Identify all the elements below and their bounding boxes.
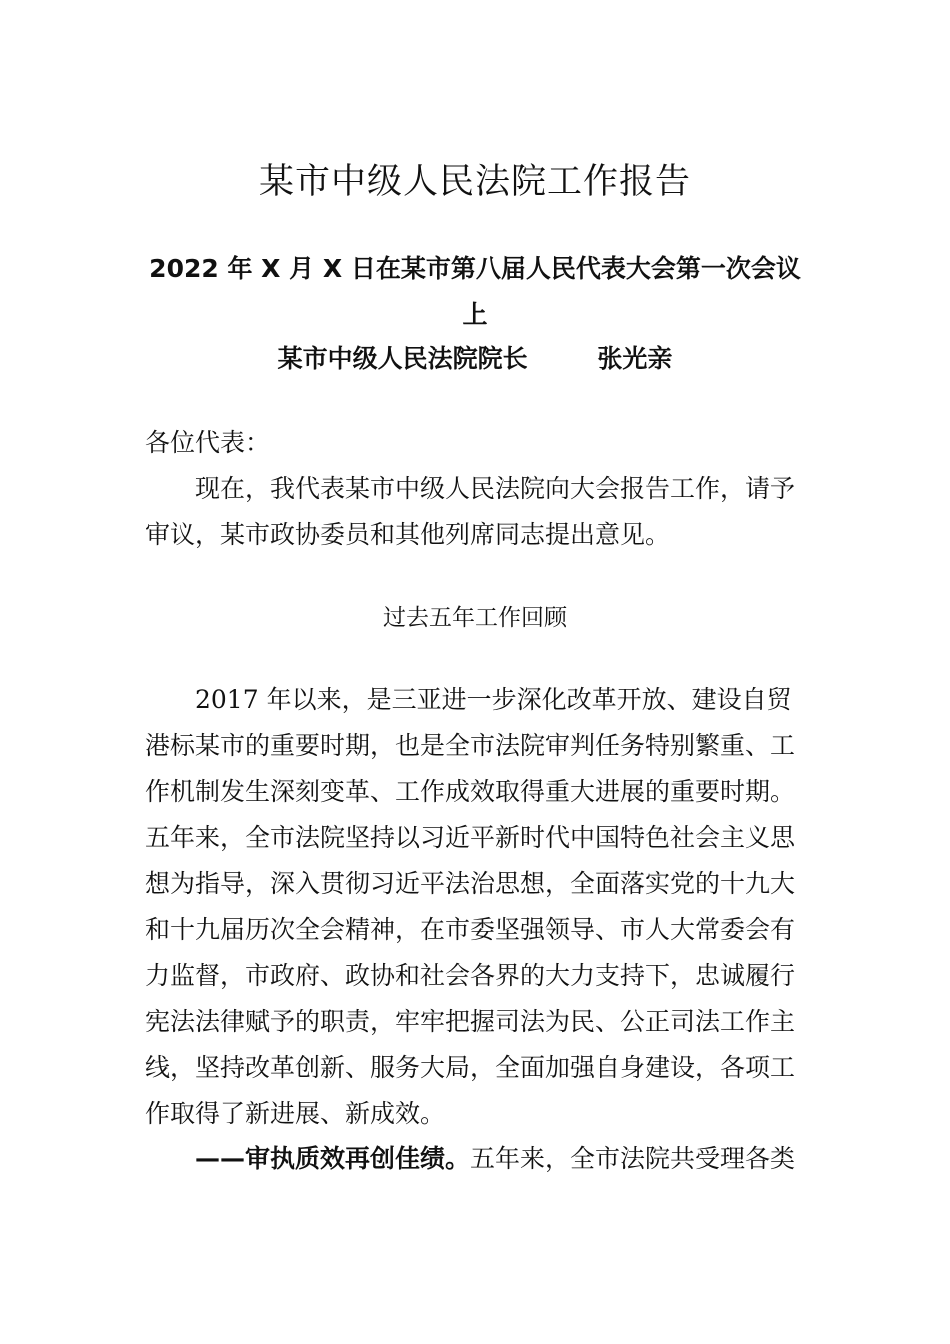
report-subtitle: 2022 年 X 月 X 日在某市第八届人民代表大会第一次会议上 — [149, 254, 801, 329]
speaker-title: 某市中级人民法院院长 — [277, 344, 528, 373]
report-title: 某市中级人民法院工作报告 — [258, 162, 691, 202]
section-heading: 过去五年工作回顾 — [383, 605, 567, 631]
paragraph-year: 2017 — [195, 685, 259, 714]
paragraph-achievement-text: 五年来，全市法院共受理各类 — [470, 1144, 796, 1173]
speaker-name: 张光亲 — [597, 344, 673, 373]
paragraph-lead: ——审执质效再创佳绩。 — [195, 1144, 471, 1173]
paragraph-achievement — [145, 1136, 810, 1182]
paragraph-review — [145, 677, 810, 1137]
paragraph-opening: 现在，我代表某市中级人民法院向大会报告工作，请予审议，某市政协委员和其他列席同志提出意见。 — [145, 474, 796, 549]
salutation: 各位代表： — [145, 428, 271, 457]
paragraph-review-text: 年以来，是三亚进一步深化改革开放、建设自贸港标某市的重要时期，也是全市法院审判任务特别繁重、工作机制发生深刻变革、工作成效取得重大进展的重要时期。五年来，全市法院坚持以习近平新时代中国特色社会主义思想为指导，深入贯彻习近平法治思想，全面落实党的十九大和十九届历次全会精神，在市委坚强领导、市人大常委会有力监督，市政府、政协和社会各界的大力支持下，忠诚履行宪法法律赋予的职责，牢牢把握司法为民、公正司法工作主线，坚持改革创新、服务大局，全面加强自身建设，各项工作取得了新进展、新成效。 — [145, 685, 796, 1128]
speaker-line — [0, 337, 950, 381]
